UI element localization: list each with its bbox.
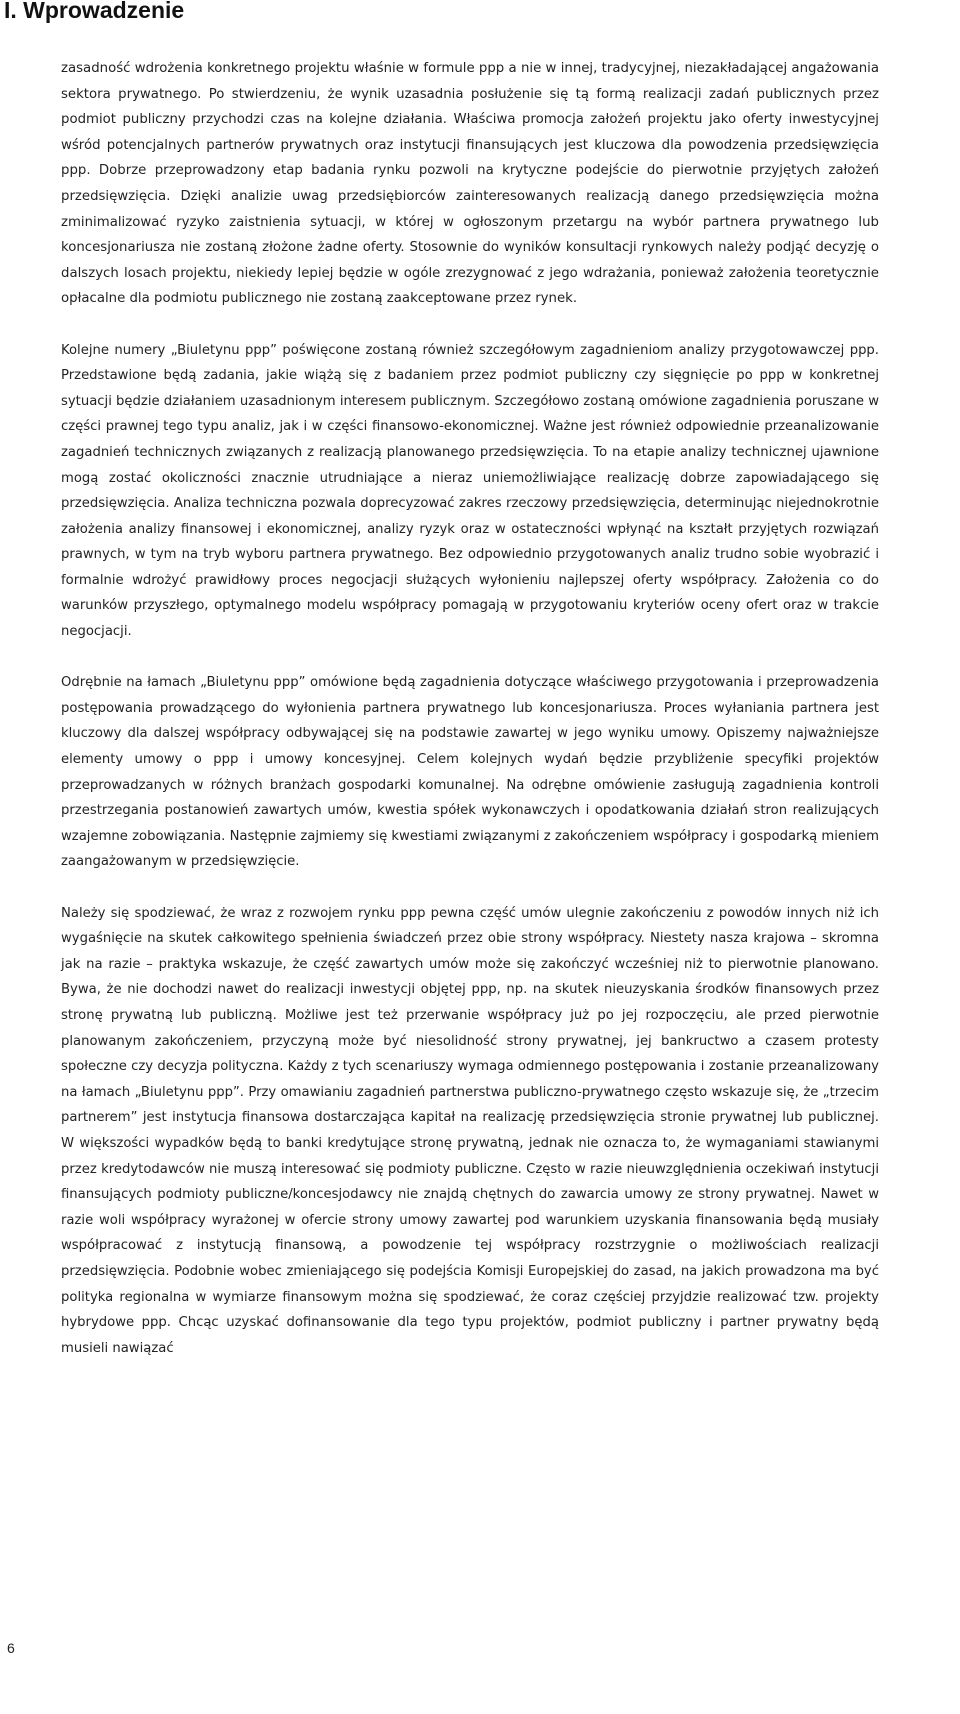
body-text xyxy=(61,56,879,1387)
paragraph-4: Należy się spodziewać, że wraz z rozwojem rynku ppp pewna część umów ulegnie zakończeniu z powodów innych niż ich wygaśnięcie na skutek całkowitego spełnienia świadczeń przez obie strony współpracy. Niestety nasza krajowa – skromna jak na razie – praktyka wskazuje, że część zawartych umów może się zakończyć wcześniej niż to pierwotnie planowano. Bywa, że nie dochodzi nawet do realizacji inwestycji objętej ppp, np. na skutek nieuzyskania środków finansowych przez stronę prywatną lub publiczną. Możliwe jest też przerwanie współpracy już po jej rozpoczęciu, ale przed pierwotnie planowanym zakończeniem, przyczyną może być niesolidność strony prywatnej, jej bankructwo a czasem protesty społeczne czy decyzja polityczna. Każdy z tych scenariuszy wymaga odmiennego postępowania i zostanie przeanalizowany na łamach „Biuletynu ppp”. Przy omawianiu zagadnień partnerstwa publiczno-prywatnego często wskazuje się, że „trzecim partnerem” jest instytucja finansowa dostarczająca kapitał na realizację przedsięwzięcia stronie prywatnej lub publicznej. W większości wypadków będą to banki kredytujące stronę prywatną, jednak nie oznacza to, że wymaganiami stawianymi przez kredytodawców nie muszą interesować się podmioty publiczne. Często w razie nieuwzględnienia oczekiwań instytucji finansujących podmioty publiczne/koncesjodawcy nie znajdą chętnych do zawarcia umowy ze strony prywatnej. Nawet w razie woli współpracy wyrażonej w ofercie strony umowy zawartej pod warunkiem uzyskania finansowania będą musiały współpracować z instytucją finansową, a powodzenie tej współpracy rozstrzygnie o możliwościach realizacji przedsięwzięcia. Podobnie wobec zmieniającego się podejścia Komisji Europejskiej do zasad, na jakich prowadzona ma być polityka regionalna w wymiarze finansowym można się spodziewać, że coraz częściej przyjdzie realizować tzw. projekty hybrydowe ppp. Chcąc uzyskać dofinansowanie dla tego typu projektów, podmiot publiczny i partner prywatny będą musieli nawiązać xyxy=(61,905,879,1356)
paragraph-2: Kolejne numery „Biuletynu ppp” poświęcone zostaną również szczegółowym zagadnieniom analizy przygotowawczej ppp. Przedstawione będą zadania, jakie wiążą się z badaniem przez podmiot publiczny czy sięgnięcie po ppp w konkretnej sytuacji będzie działaniem uzasadnionym interesem publicznym. Szczegółowo zostaną omówione zagadnienia poruszane w części prawnej tego typu analiz, jak i w części finansowo-ekonomicznej. Ważne jest również odpowiednie przeanalizowanie zagadnień technicznych związanych z realizacją planowanego przedsięwzięcia. To na etapie analizy technicznej ujawnione mogą zostać okoliczności znacznie utrudniające a nieraz uniemożliwiające realizację dobrze zapowiadającego się przedsięwzięcia. Analiza techniczna pozwala doprecyzować zakres rzeczowy przedsięwzięcia, determinując niejednokrotnie założenia analizy finansowej i ekonomicznej, analizy ryzyk oraz w ostateczności wpłynąć na kształt przyjętych rozwiązań prawnych, w tym na tryb wyboru partnera prywatnego. Bez odpowiednio przygotowanych analiz trudno sobie wyobrazić i formalnie wdrożyć prawidłowy proces negocjacji służących wyłonieniu najlepszej oferty współpracy. Założenia co do warunków przyszłego, optymalnego modelu współpracy pomagają w przygotowaniu kryteriów oceny ofert oraz w trakcie negocjacji. xyxy=(61,342,879,640)
page-number: 6 xyxy=(7,1640,15,1656)
section-heading: I. Wprowadzenie xyxy=(4,0,185,23)
paragraph-1: zasadność wdrożenia konkretnego projektu właśnie w formule ppp a nie w innej, tradycyjnej, niezakładającej angażowania sektora prywatnego. Po stwierdzeniu, że wynik uzasadnia posłużenie się tą formą realizacji zadań publicznych przez podmiot publiczny przychodzi czas na kolejne działania. Właściwa promocja założeń projektu jako oferty inwestycyjnej wśród potencjalnych partnerów prywatnych oraz instytucji finansujących jest kluczowa dla powodzenia przedsięwzięcia ppp. Dobrze przeprowadzony etap badania rynku pozwoli na krytyczne podejście do pierwotnie przyjętych założeń przedsięwzięcia. Dzięki analizie uwag przedsiębiorców zainteresowanych realizacją danego przedsięwzięcia można zminimalizować ryzyko zaistnienia sytuacji, w której w ogłoszonym przetargu na wybór partnera prywatnego lub koncesjonariusza nie zostaną złożone żadne oferty. Stosownie do wyników konsultacji rynkowych należy podjąć decyzję o dalszych losach projektu, niekiedy lepiej będzie w ogóle zrezygnować z jego wdrażania, ponieważ założenia teoretycznie opłacalne dla podmiotu publicznego nie zostaną zaakceptowane przez rynek. xyxy=(61,61,879,307)
paragraph-3: Odrębnie na łamach „Biuletynu ppp” omówione będą zagadnienia dotyczące właściwego przygotowania i przeprowadzenia postępowania prowadzącego do wyłonienia partnera prywatnego lub koncesjonariusza. Proces wyłaniania partnera jest kluczowy dla dalszej współpracy odbywającej się na podstawie zawartej w jego wyniku umowy. Opiszemy najważniejsze elementy umowy o ppp i umowy koncesyjnej. Celem kolejnych wydań będzie przybliżenie specyfiki projektów przeprowadzanych w różnych branżach gospodarki komunalnej. Na odrębne omówienie zasługują zagadnienia kontroli przestrzegania postanowień zawartych umów, kwestia spółek wykonawczych i opodatkowania działań stron realizujących wzajemne zobowiązania. Następnie zajmiemy się kwestiami związanymi z zakończeniem współpracy i gospodarką mieniem zaangażowanym w przedsięwzięcie. xyxy=(61,675,879,870)
